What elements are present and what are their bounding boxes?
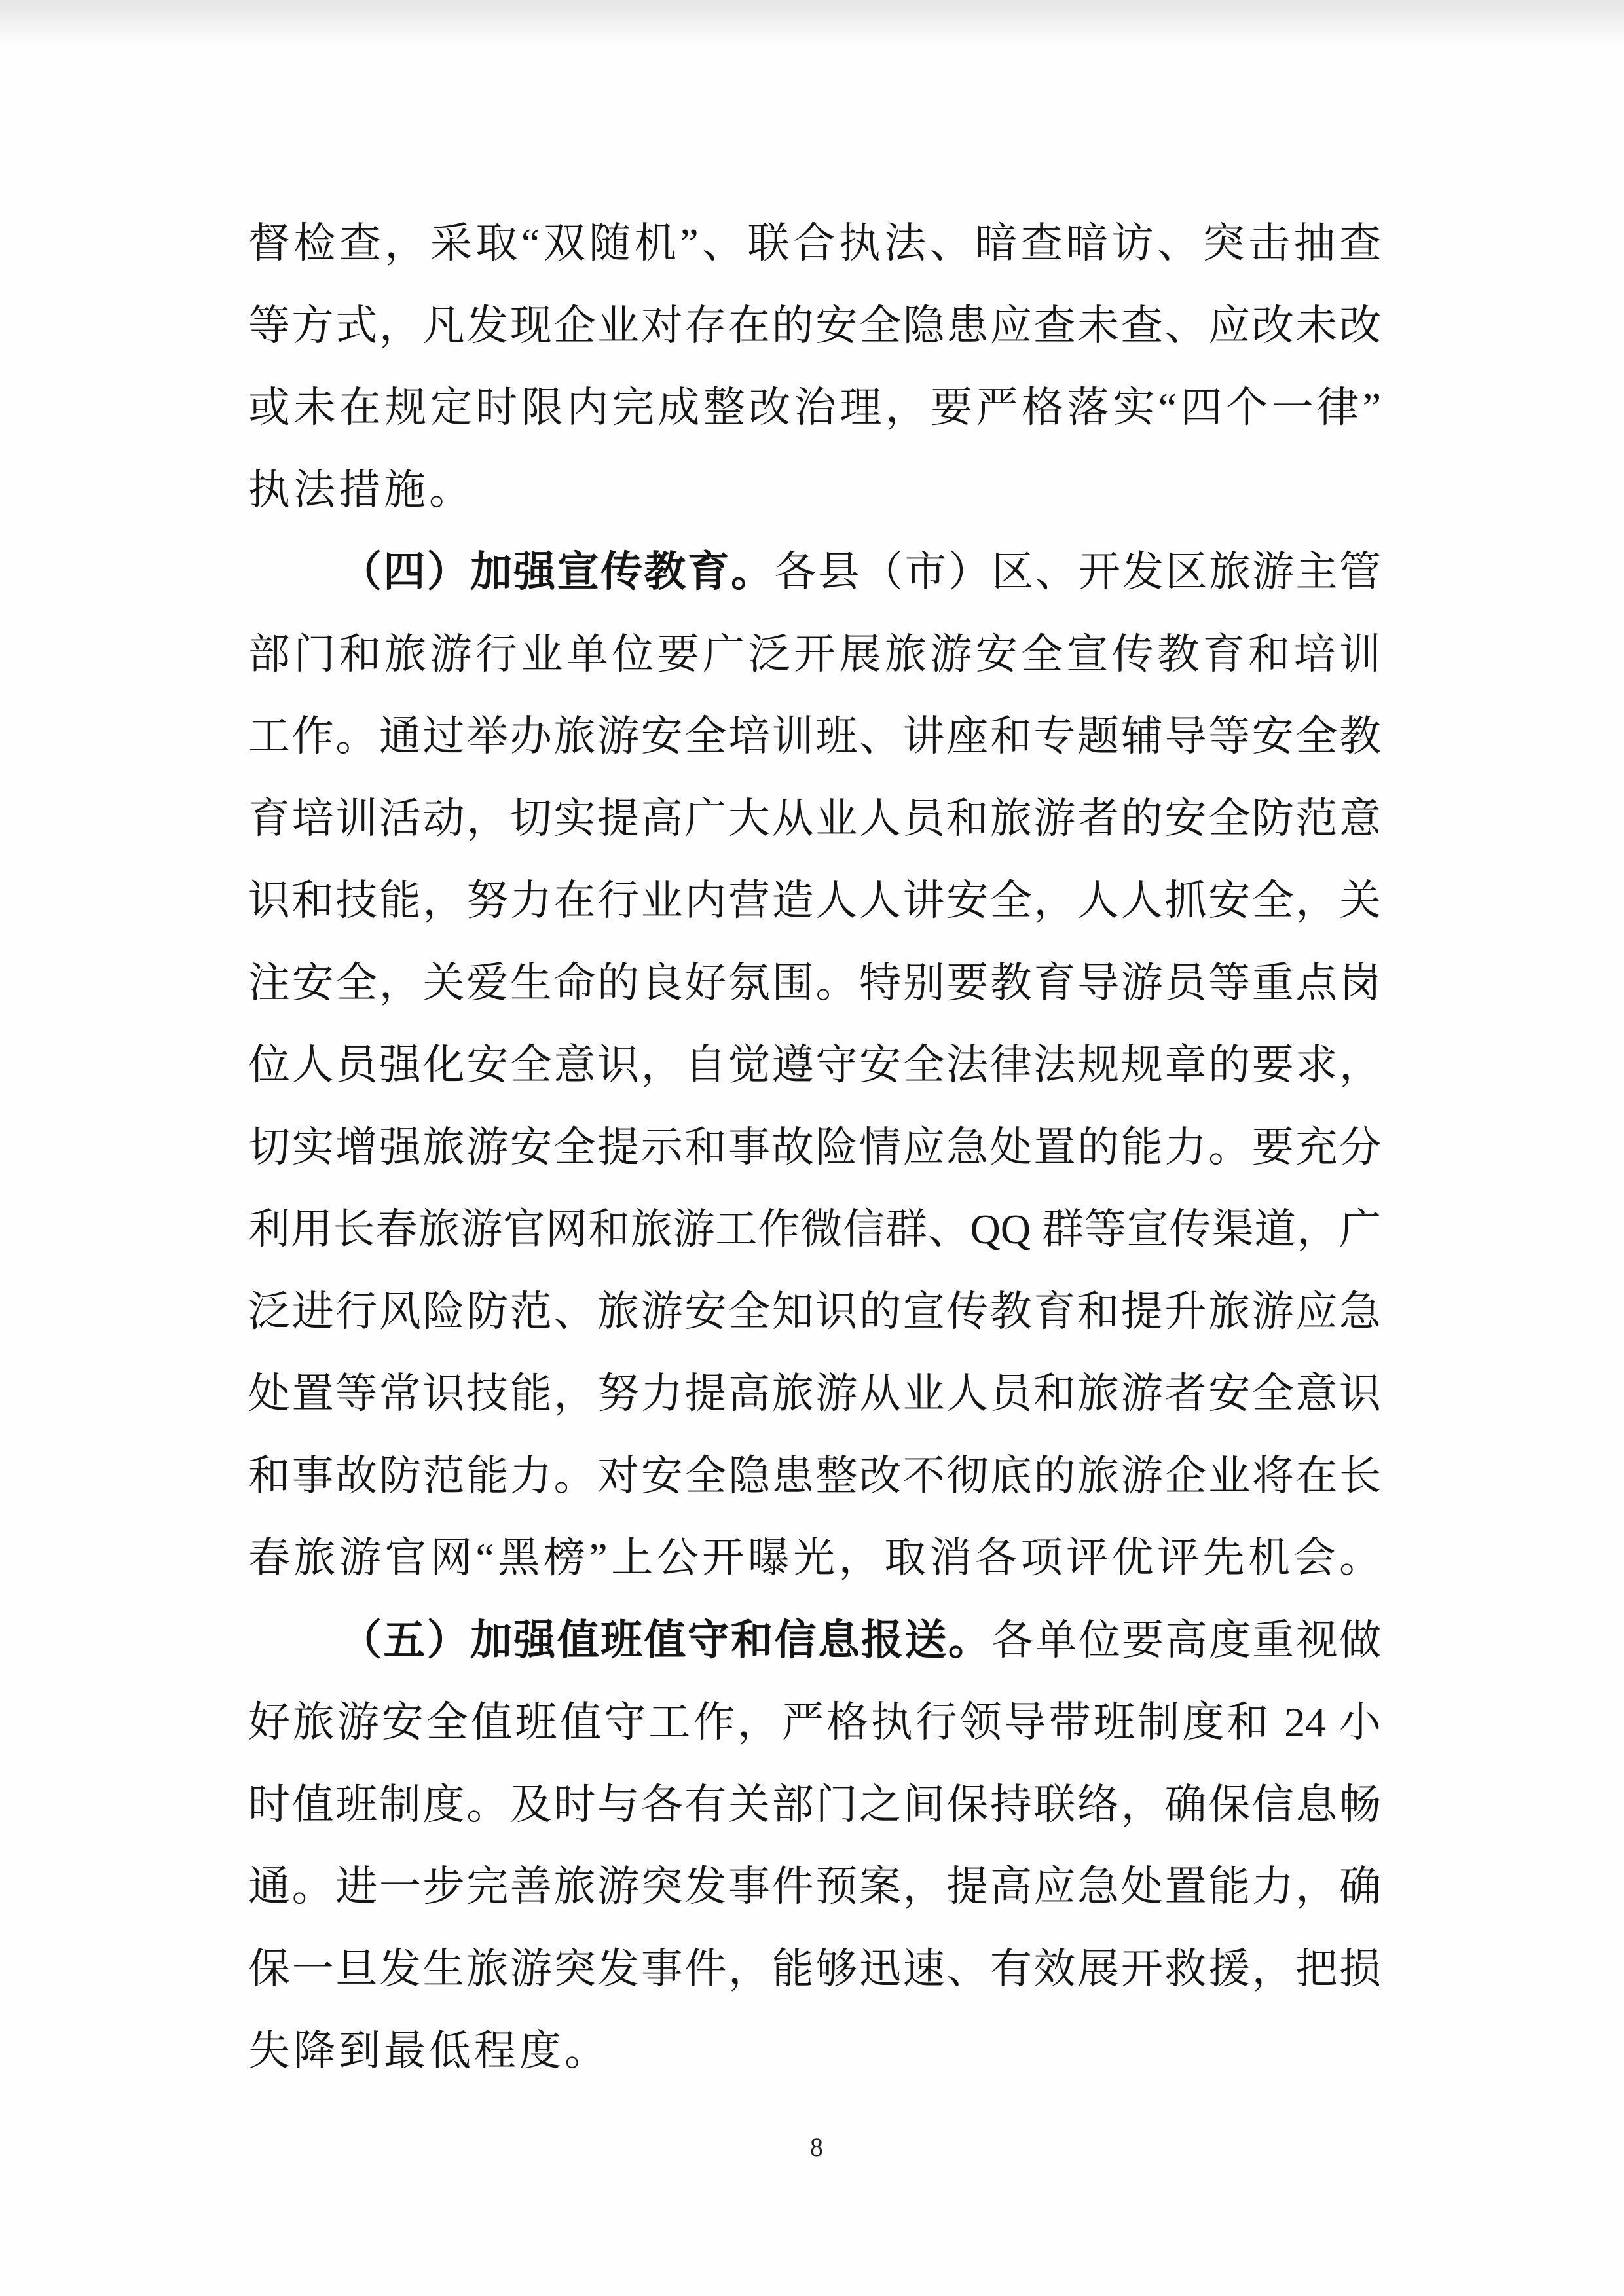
body-text — [248, 202, 1381, 2092]
text-line: 注安全，关爱生命的良好氛围。特别要教育导游员等重点岗 — [248, 959, 1381, 1006]
text-line: 时值班制度。及时与各有关部门之间保持联络，确保信息畅 — [248, 1781, 1381, 1828]
text-line-paragraph-end: 春旅游官网“黑榜”上公开曝光，取消各项评优评先机会。 — [248, 1535, 1381, 1581]
text-line: 和事故防范能力。对安全隐患整改不彻底的旅游企业将在长 — [248, 1452, 1381, 1499]
section-four-first-line — [248, 531, 1381, 613]
section-five-heading: （五）加强值班值守和信息报送。 — [340, 1616, 992, 1664]
section-five-lead-text: 各单位要高度重视做 — [991, 1616, 1382, 1664]
scan-edge-shadow — [0, 0, 1624, 46]
text-line: 工作。通过举办旅游安全培训班、讲座和专题辅导等安全教 — [248, 713, 1381, 759]
page-number: 8 — [810, 2132, 823, 2162]
section-five-first-line — [248, 1599, 1381, 1682]
text-line: 处置等常识技能，努力提高旅游从业人员和旅游者安全意识 — [248, 1370, 1381, 1417]
section-four-heading: （四）加强宣传教育。 — [340, 549, 775, 595]
text-line: 识和技能，努力在行业内营造人人讲安全，人人抓安全，关 — [248, 877, 1381, 924]
text-line-paragraph-end: 执法措施。 — [248, 466, 474, 513]
text-line: 部门和旅游行业单位要广泛开展旅游安全宣传教育和培训 — [248, 630, 1381, 678]
text-line: 保一旦发生旅游突发事件，能够迅速、有效展开救援，把损 — [248, 1945, 1381, 1992]
section-four-lead-text: 各县（市）区、开发区旅游主管 — [774, 549, 1382, 595]
text-line: 好旅游安全值班值守工作，严格执行领导带班制度和 24 小 — [248, 1699, 1381, 1745]
text-line: 等方式，凡发现企业对存在的安全隐患应查未查、应改未改 — [248, 302, 1381, 349]
text-line: 泛进行风险防范、旅游安全知识的宣传教育和提升旅游应急 — [248, 1288, 1381, 1335]
text-line: 通。进一步完善旅游突发事件预案，提高应急处置能力，确 — [248, 1863, 1381, 1910]
text-line-paragraph-end: 失降到最低程度。 — [248, 2028, 610, 2074]
text-line: 督检查，采取“双随机”、联合执法、暗查暗访、突击抽查 — [248, 220, 1381, 266]
text-line: 育培训活动，切实提高广大从业人员和旅游者的安全防范意 — [248, 795, 1381, 842]
text-line: 或未在规定时限内完成整改治理，要严格落实“四个一律” — [248, 384, 1381, 431]
text-line: 利用长春旅游官网和旅游工作微信群、QQ 群等宣传渠道，广 — [248, 1206, 1381, 1252]
text-line: 切实增强旅游安全提示和事故险情应急处置的能力。要充分 — [248, 1123, 1381, 1171]
text-line: 位人员强化安全意识，自觉遵守安全法律法规规章的要求， — [248, 1042, 1381, 1088]
